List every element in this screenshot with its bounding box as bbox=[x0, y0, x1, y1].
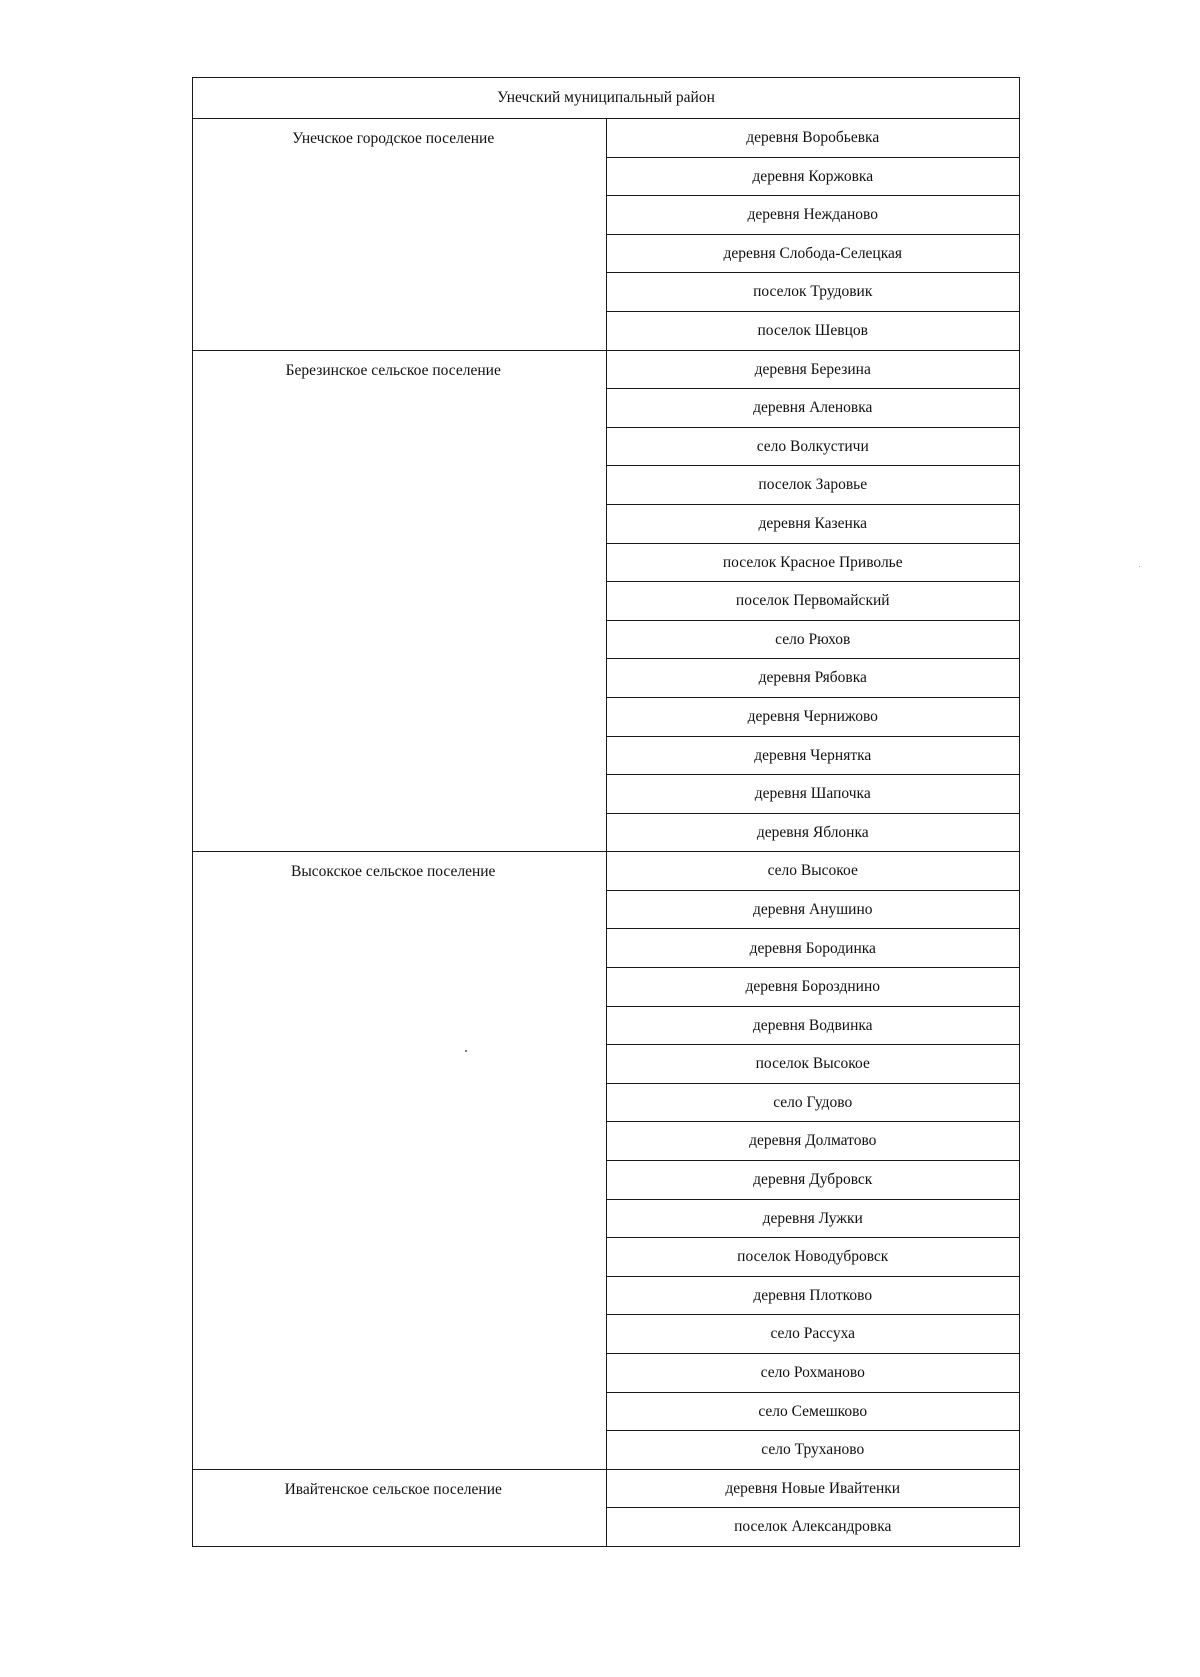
locality-name: деревня Березина bbox=[606, 350, 1020, 389]
locality-name: деревня Рябовка bbox=[606, 659, 1020, 698]
locality-row bbox=[193, 852, 1020, 891]
scan-speck bbox=[1139, 566, 1140, 567]
locality-name: поселок Первомайский bbox=[606, 582, 1020, 621]
settlements-table bbox=[192, 77, 1020, 1547]
locality-row bbox=[193, 1469, 1020, 1508]
locality-name: деревня Казенка bbox=[606, 504, 1020, 543]
district-header-row bbox=[193, 78, 1020, 119]
locality-name: деревня Дубровск bbox=[606, 1161, 1020, 1200]
locality-name: деревня Нежданово bbox=[606, 196, 1020, 235]
locality-name: деревня Бородинка bbox=[606, 929, 1020, 968]
locality-name: село Рассуха bbox=[606, 1315, 1020, 1354]
locality-name: поселок Красное Приволье bbox=[606, 543, 1020, 582]
locality-name: деревня Анушино bbox=[606, 890, 1020, 929]
locality-name: поселок Шевцов bbox=[606, 311, 1020, 350]
locality-name: деревня Коржовка bbox=[606, 157, 1020, 196]
locality-row bbox=[193, 119, 1020, 158]
locality-name: село Высокое bbox=[606, 852, 1020, 891]
settlements-table-body bbox=[193, 78, 1020, 1547]
locality-name: поселок Заровье bbox=[606, 466, 1020, 505]
municipality-name: Березинское сельское поселение bbox=[193, 350, 607, 852]
locality-name: деревня Аленовка bbox=[606, 389, 1020, 428]
locality-name: поселок Новодубровск bbox=[606, 1238, 1020, 1277]
locality-name: деревня Новые Ивайтенки bbox=[606, 1469, 1020, 1508]
municipality-name: Унечское городское поселение bbox=[193, 119, 607, 351]
scan-speck bbox=[465, 1050, 467, 1052]
locality-name: село Семешково bbox=[606, 1392, 1020, 1431]
locality-name: поселок Трудовик bbox=[606, 273, 1020, 312]
municipality-name: Ивайтенское сельское поселение bbox=[193, 1469, 607, 1546]
locality-name: село Рюхов bbox=[606, 620, 1020, 659]
municipality-name: Высокское сельское поселение bbox=[193, 852, 607, 1470]
locality-name: поселок Александровка bbox=[606, 1508, 1020, 1547]
locality-name: деревня Борозднино bbox=[606, 968, 1020, 1007]
locality-name: деревня Лужки bbox=[606, 1199, 1020, 1238]
locality-name: деревня Плотково bbox=[606, 1276, 1020, 1315]
locality-name: деревня Воробьевка bbox=[606, 119, 1020, 158]
locality-name: деревня Яблонка bbox=[606, 813, 1020, 852]
locality-name: деревня Шапочка bbox=[606, 775, 1020, 814]
district-title: Унечский муниципальный район bbox=[193, 78, 1020, 119]
locality-name: деревня Слобода-Селецкая bbox=[606, 234, 1020, 273]
locality-name: село Труханово bbox=[606, 1431, 1020, 1470]
locality-name: деревня Водвинка bbox=[606, 1006, 1020, 1045]
locality-name: деревня Чернятка bbox=[606, 736, 1020, 775]
locality-name: село Рохманово bbox=[606, 1354, 1020, 1393]
locality-name: поселок Высокое bbox=[606, 1045, 1020, 1084]
locality-row bbox=[193, 350, 1020, 389]
locality-name: деревня Чернижово bbox=[606, 697, 1020, 736]
locality-name: село Волкустичи bbox=[606, 427, 1020, 466]
locality-name: село Гудово bbox=[606, 1083, 1020, 1122]
locality-name: деревня Долматово bbox=[606, 1122, 1020, 1161]
